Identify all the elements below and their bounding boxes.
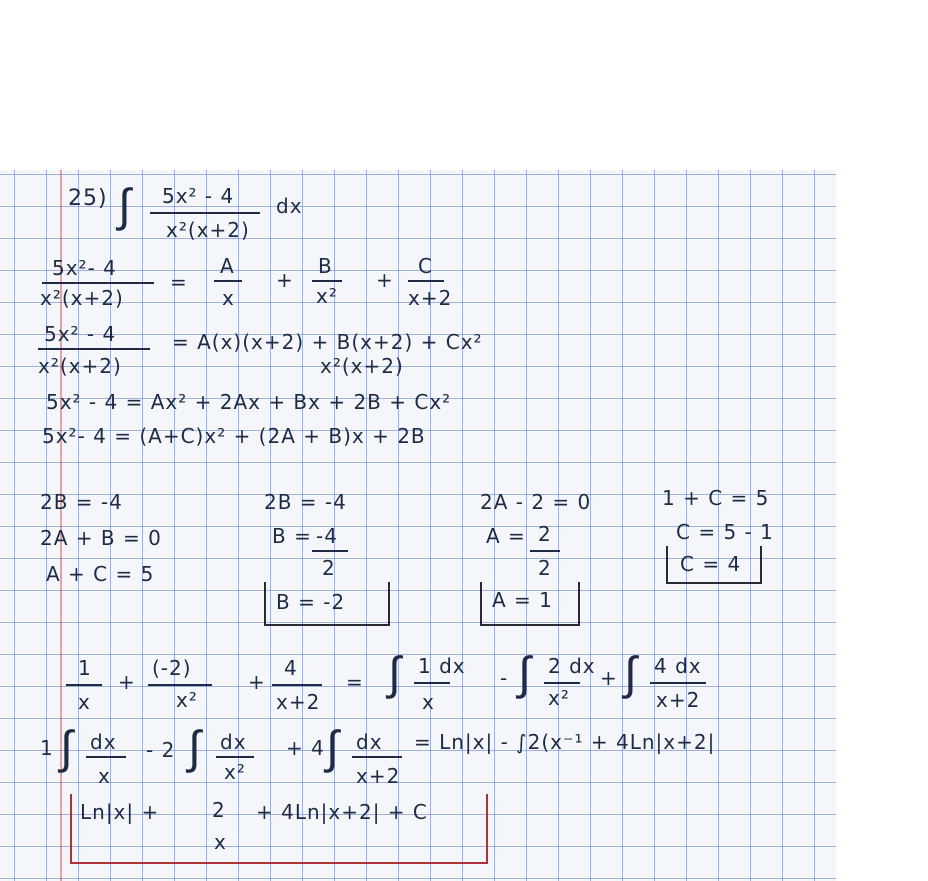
solve-b-denominator: 2 (322, 556, 336, 580)
int1-equals: = (346, 670, 364, 694)
exp-line3: 5x²- 4 = (A+C)x² + (2A + B)x + 2B (42, 424, 426, 448)
solve-b-numerator: -4 (316, 524, 338, 548)
system-eq1: 2B = -4 (40, 490, 123, 514)
int2-i3-bar (352, 756, 402, 758)
int1-plus-1: + (118, 670, 136, 694)
exp-line1-denominator: x²(x+2) (38, 354, 122, 378)
int2-integral-sign-3: ∫ (326, 720, 340, 774)
int1-t2-bar (148, 684, 212, 686)
exp-line2: 5x² - 4 = Ax² + 2Ax + Bx + 2B + Cx² (46, 390, 452, 414)
exp-line1-rhs: = A(x)(x+2) + B(x+2) + Cx² (172, 330, 483, 354)
solve-a-lhs: A = (486, 524, 526, 548)
pf-plus-1: + (276, 268, 294, 292)
answer-fraction-denominator: x (214, 830, 227, 854)
int1-integral-sign-3: ∫ (624, 646, 638, 700)
int1-t2-denominator: x² (176, 688, 198, 712)
int1-t3-denominator: x+2 (276, 690, 321, 714)
int1-t2-numerator: (-2) (152, 656, 192, 680)
int1-t3-numerator: 4 (284, 656, 298, 680)
solve-c-result: C = 4 (680, 552, 742, 576)
pf-lhs-numerator: 5x²- 4 (52, 256, 117, 280)
int2-i1-numerator: dx (90, 730, 117, 754)
int2-coef-3: + 4 (286, 736, 325, 760)
solve-a-result: A = 1 (492, 588, 553, 612)
pf-lhs-denominator: x²(x+2) (40, 286, 124, 310)
answer-fraction-numerator: 2 (212, 798, 226, 822)
int1-t3-bar (272, 684, 322, 686)
solve-b-lhs: B = (272, 524, 312, 548)
pf-a-bar (214, 280, 242, 282)
system-eq2: 2A + B = 0 (40, 526, 162, 550)
int1-plus-3: + (600, 666, 618, 690)
int1-i2-denominator: x² (548, 686, 570, 710)
solve-b-bar (312, 550, 348, 552)
int2-i3-numerator: dx (356, 730, 383, 754)
pf-plus-2: + (376, 268, 394, 292)
pf-a-numerator: A (220, 254, 235, 278)
int1-i3-denominator: x+2 (656, 688, 701, 712)
int1-i2-bar (544, 682, 580, 684)
exp-line1-rhs-denominator: x²(x+2) (320, 354, 404, 378)
integral-sign: ∫ (118, 178, 132, 232)
answer-part2: + 4Ln|x+2| + C (256, 800, 428, 824)
solve-a-denominator: 2 (538, 556, 552, 580)
int2-coef-2: - 2 (146, 738, 176, 762)
solve-a-numerator: 2 (538, 522, 552, 546)
int2-i1-denominator: x (98, 764, 111, 788)
pf-c-bar (408, 280, 444, 282)
solve-c-line2: C = 5 - 1 (676, 520, 774, 544)
int2-i2-bar (216, 756, 254, 758)
pf-a-denominator: x (222, 286, 235, 310)
graph-paper-sheet (0, 170, 836, 881)
solve-c-line1: 1 + C = 5 (662, 486, 770, 510)
int1-plus-2: + (248, 670, 266, 694)
int1-t1-numerator: 1 (78, 656, 92, 680)
pf-b-denominator: x² (316, 284, 338, 308)
int1-i1-numerator: 1 dx (418, 654, 466, 678)
solve-b-line1: 2B = -4 (264, 490, 347, 514)
pf-lhs-bar (42, 282, 154, 284)
pf-c-denominator: x+2 (408, 286, 453, 310)
pf-equals: = (170, 270, 188, 294)
int1-integral-sign-1: ∫ (388, 646, 402, 700)
int1-i1-denominator: x (422, 690, 435, 714)
problem-numerator: 5x² - 4 (162, 184, 235, 208)
int1-minus: - (500, 666, 509, 690)
pf-b-bar (312, 280, 342, 282)
int1-i3-bar (650, 682, 706, 684)
system-eq3: A + C = 5 (46, 562, 155, 586)
exp-line1-bar (38, 348, 150, 350)
problem-fraction-bar (150, 212, 260, 214)
solve-a-line1: 2A - 2 = 0 (480, 490, 592, 514)
problem-denominator: x²(x+2) (166, 218, 250, 242)
problem-number: 25) (68, 186, 108, 211)
int1-t1-denominator: x (78, 690, 91, 714)
solve-b-result: B = -2 (276, 590, 346, 614)
int2-rhs: = Ln|x| - ∫2(x⁻¹ + 4Ln|x+2| (414, 730, 716, 754)
pf-c-numerator: C (418, 254, 433, 278)
int1-i3-numerator: 4 dx (654, 654, 702, 678)
int2-i1-bar (86, 756, 126, 758)
int1-t1-bar (66, 684, 102, 686)
int2-i2-numerator: dx (220, 730, 247, 754)
int2-i3-denominator: x+2 (356, 764, 401, 788)
int1-i1-bar (414, 682, 450, 684)
pf-b-numerator: B (318, 254, 333, 278)
int1-integral-sign-2: ∫ (518, 646, 532, 700)
exp-line1-numerator: 5x² - 4 (44, 322, 117, 346)
int2-integral-sign-1: ∫ (60, 720, 74, 774)
answer-part1: Ln|x| + (80, 800, 160, 824)
problem-dx: dx (276, 194, 303, 218)
solve-a-bar (530, 550, 560, 552)
int1-i2-numerator: 2 dx (548, 654, 596, 678)
int2-coef-1: 1 (40, 736, 54, 760)
int2-integral-sign-2: ∫ (188, 720, 202, 774)
int2-i2-denominator: x² (224, 760, 246, 784)
